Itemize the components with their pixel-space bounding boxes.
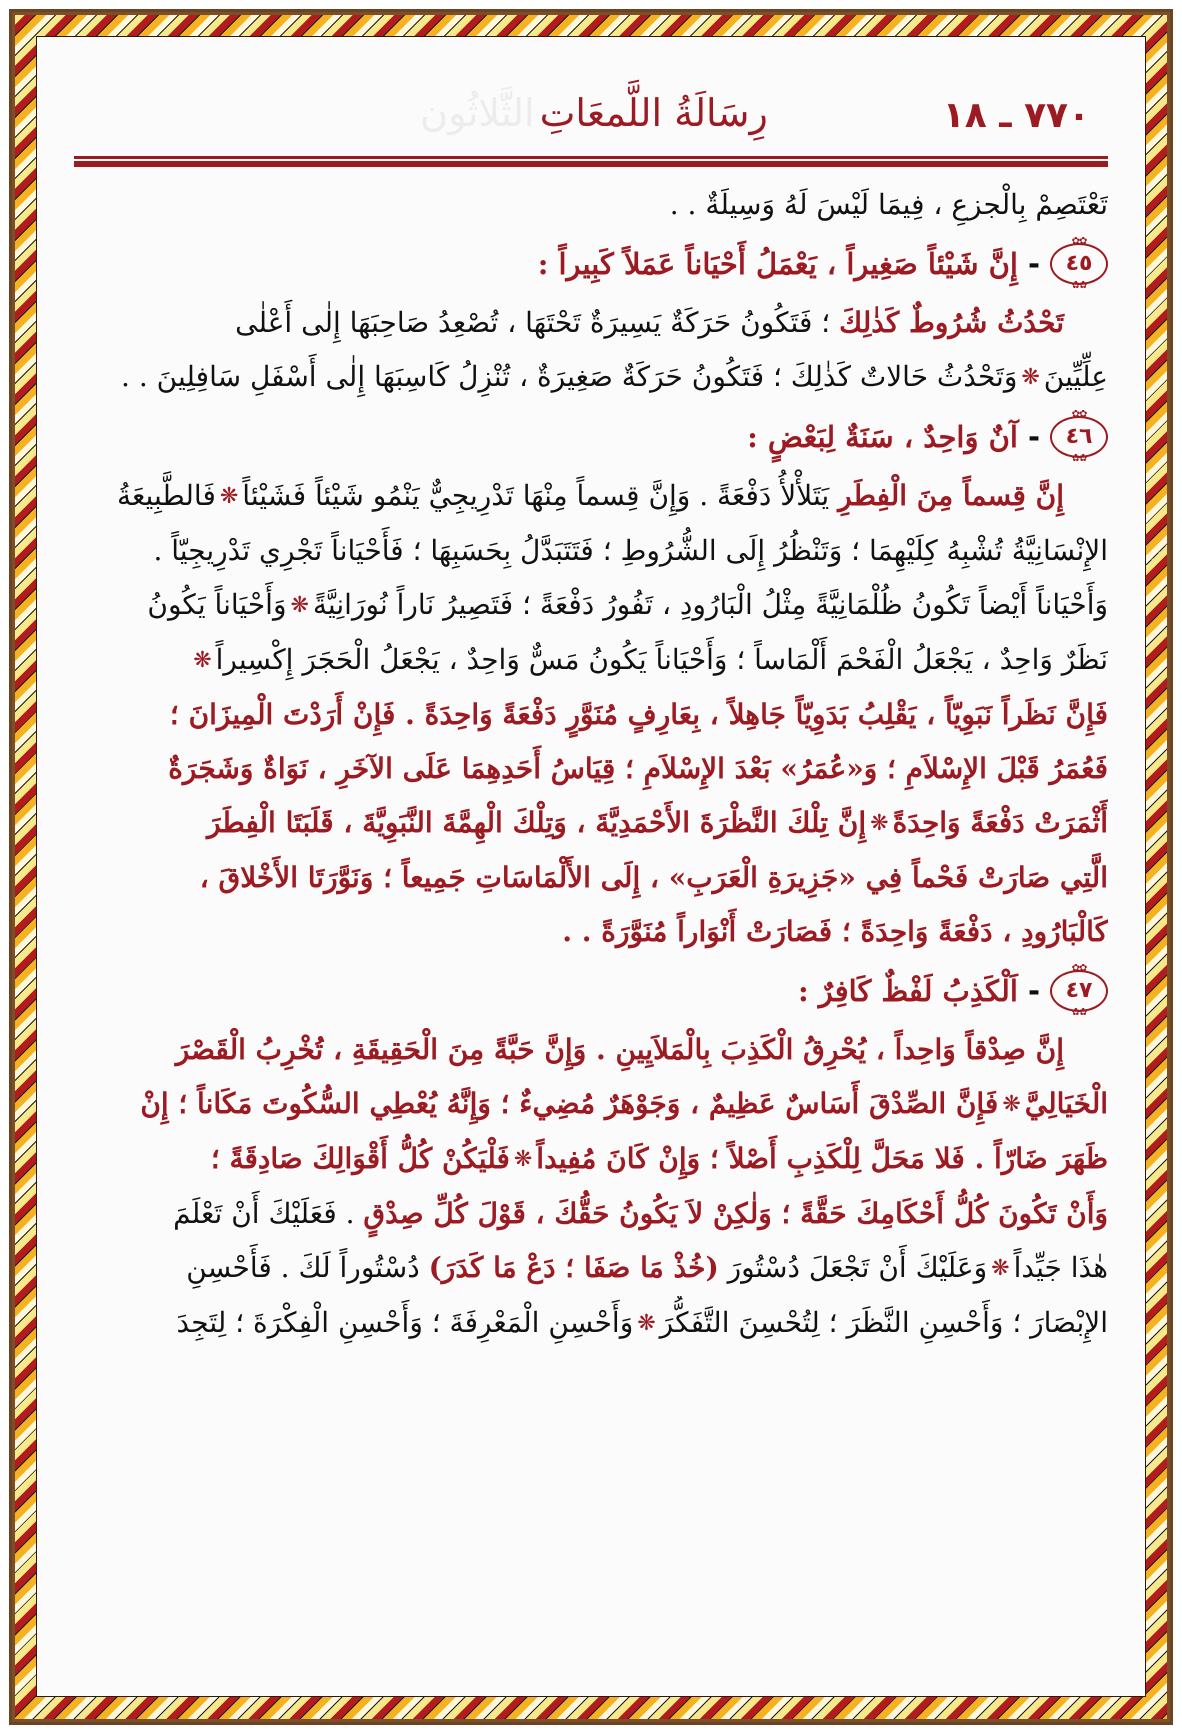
header-rule (74, 156, 1108, 168)
running-title-wrap (74, 91, 1108, 135)
page-header (74, 91, 1108, 153)
paragraph-line-emphasis (74, 1132, 1108, 1187)
paragraph-line (74, 633, 1108, 688)
page-number: ٧٧٠ ـ ١٨ (942, 95, 1090, 136)
section-number-badge: ✿✿ ٤٥ ✿✿ (1050, 243, 1108, 285)
paragraph-line (74, 296, 1108, 350)
body-text: نَظَرٌ وَاحِدٌ ، يَجْعَلُ الْفَحْمَ أَلْمَاساً ؛ وَأَحْيَاناً يَكُونُ مَسٌّ وَاحِدٌ ، يَجْعَلُ الْحَجَرَ إِكْسِيراً (215, 643, 1108, 676)
paragraph-line (74, 1187, 1108, 1241)
section-title: اَلْكَذِبُ لَفْظٌ كَافِرٌ : (797, 974, 1018, 1008)
section-title: إِنَّ شَيْئاً صَغِيراً ، يَعْمَلُ أَحْيَاناً عَمَلاً كَبِيراً : (537, 247, 1018, 281)
paragraph-line: الإِنْسَانِيَّةُ تُشْبِهُ كِلَيْهِمَا ؛ وَتَنْظُرُ إِلَى الشُّرُوطِ ؛ فَتَتَبَدَّلُ بِحَسَبِهَا ؛ فَأَحْيَاناً تَجْرِي تَدْرِيجِيّاً . (153, 534, 1108, 567)
emphasis-text: أَثْمَرَتْ دَفْعَةً وَاحِدَةً (892, 806, 1108, 839)
emphasis-text: فَإِنَّ الصِّدْقَ أَسَاسٌ عَظِيمٌ ، وَجَوْهَرٌ مُضِيءٌ ؛ وَإِنَّهُ يُعْطِي السُّكُوتَ مَكَاناً ؛ إِنْ (140, 1087, 999, 1120)
running-title-ghost: الثَّلاثُون (420, 91, 535, 135)
paragraph-line-emphasis: إِنَّ صِدْقاً وَاحِداً ، يُحْرِقُ الْكَذِبَ بِالْمَلاَيِينِ . وَإِنَّ حَبَّةً مِنَ الْحَقِيقَةِ ، تُخْرِبُ الْقَصْرَ (175, 1033, 1064, 1066)
body-text: وَأَحْيَاناً أَيْضاً تَكُونُ ظُلْمَانِيَّةً مِثْلُ الْبَارُودِ ، تَفُورُ دَفْعَةً ؛ فَتَصِيرُ نَاراً نُورَانِيَّةً (312, 588, 1108, 621)
section-title: آنٌ وَاحِدٌ ، سَنَةٌ لِبَعْضٍ : (747, 420, 1018, 454)
flower-separator-icon: ❋ (991, 1256, 1010, 1281)
body-text: . فَعَلَيْكَ أَنْ تَعْلَمَ (173, 1197, 364, 1230)
flower-separator-icon: ❋ (1021, 365, 1040, 390)
heading-dash: - (1027, 420, 1040, 454)
paragraph-line-emphasis: فَإِنَّ نَظَراً نَبَوِيّاً ، يَقْلِبُ بَدَوِيّاً جَاهِلاً ، بِعَارِفٍ مُنَوَّرٍ دَفْعَةً وَاحِدَةً . فَإِنْ أَرَدْتَ الْمِيزَانَ ؛ (169, 698, 1108, 731)
body-text: وَعَلَيْكَ أَنْ تَجْعَلَ دُسْتُورَ (727, 1251, 988, 1284)
paragraph-line (74, 578, 1108, 633)
body-text: وَأَحْسِنِ الْمَعْرِفَةَ ؛ وَأَحْسِنِ الْفِكْرَةَ ؛ لِتَجِدَ (176, 1306, 634, 1339)
section-heading-46 (74, 409, 1108, 465)
section-heading-47 (74, 963, 1108, 1019)
emphasis-text: الْخَيَالِيَّ (1024, 1087, 1108, 1120)
page-content (74, 178, 1108, 1351)
flower-separator-icon: ❋ (637, 1311, 656, 1336)
flower-separator-icon: ❋ (1002, 1092, 1021, 1117)
emphasis-text: إِنَّ تِلْكَ النَّظْرَةَ الأَحْمَدِيَّةَ ، وَتِلْكَ الْهِمَّةَ النَّبَوِيَّةَ ، قَلَبَتَا الْفِطَرَ (206, 806, 867, 839)
body-text: الإِبْصَارَ ؛ وَأَحْسِنِ النَّظَرَ ؛ لِتُحْسِنَ التَّفَكُّرَ (659, 1306, 1108, 1339)
body-text: وَتَحْدُثُ حَالاتٌ كَذٰلِكَ ؛ فَتَكُونُ حَرَكَةٌ صَغِيرَةٌ ، تُنْزِلُ كَاسِبَهَا إِلٰى أَسْفَلِ سَافِلِينَ . . (121, 360, 1018, 393)
emphasis-text: ظَهَرَ ضَارّاً . فَلا مَحَلَّ لِلْكَذِبِ أَصْلاً ؛ وَإِنْ كَانَ مُفِيداً (536, 1142, 1108, 1175)
paragraph-line (74, 1241, 1108, 1296)
emphasis-text: (خُذْ مَا صَفَا ؛ دَعْ مَا كَدَرَ) (428, 1251, 719, 1284)
heading-dash: - (1027, 247, 1040, 281)
body-text: وَأَحْيَاناً يَكُونُ (147, 588, 287, 621)
paragraph-line-emphasis: فَعُمَرُ قَبْلَ الإِسْلاَمِ ؛ وَ«عُمَرُ» بَعْدَ الإِسْلاَمِ ؛ قِيَاسُ أَحَدِهِمَا عَلَى الآخَرِ ، نَوَاةٌ وَشَجَرَةٌ (168, 752, 1108, 785)
body-text: ؛ فَتَكُونُ حَرَكَةٌ يَسِيرَةٌ تَحْتَهَا ، تُصْعِدُ صَاحِبَهَا إِلٰى أَعْلٰى (235, 306, 840, 339)
body-text: عِلِّيِّينَ (1043, 360, 1108, 393)
paragraph-line (74, 1296, 1108, 1351)
emphasis-text: وَأَنْ تَكُونَ كُلُّ أَحْكَامِكَ حَقَّةً ؛ وَلٰكِنْ لاَ يَكُونُ حَقُّكَ ، قَوْلَ كُلِّ صِدْقٍ (363, 1197, 1108, 1230)
flower-separator-icon: ❋ (219, 484, 239, 509)
paragraph-line-emphasis: الَّتِي صَارَتْ فَحْماً فِي «جَزِيرَةِ الْعَرَبِ» ، إِلَى الأَلْمَاسَاتِ جَمِيعاً ؛ وَنَوَّرَتَا الأَخْلاقَ ، (199, 861, 1108, 894)
paragraph-line (74, 469, 1108, 524)
paragraph-line-emphasis (74, 1077, 1108, 1132)
paragraph-line-emphasis (74, 796, 1108, 851)
section-number-badge: ✿✿ ٤٧ ✿✿ (1050, 970, 1108, 1012)
emphasis-text: فَلْيَكُنْ كُلُّ أَقْوَالِكَ صَادِقَةً ؛ (210, 1142, 510, 1175)
heading-dash: - (1027, 974, 1040, 1008)
paragraph-line (74, 350, 1108, 405)
body-text: فَالطَّبِيعَةُ (117, 479, 216, 512)
section-heading-45 (74, 236, 1108, 292)
flower-separator-icon: ❋ (193, 648, 212, 673)
flower-separator-icon: ❋ (513, 1147, 533, 1172)
flower-separator-icon: ❋ (290, 593, 309, 618)
emphasis-text: تَحْدُثُ شُرُوطٌ كَذٰلِكَ (839, 306, 1064, 339)
running-title: رِسَالَةُ اللَّمعَاتِ (539, 91, 768, 135)
paragraph-line-emphasis: كَالْبَارُودِ ، دَفْعَةً وَاحِدَةً ؛ فَصَارَتْ أَنْوَاراً مُنَوَّرَةً . . (562, 915, 1108, 948)
body-text: دُسْتُوراً لَكَ . فَأَحْسِنِ (186, 1251, 429, 1284)
section-number-badge: ✿✿ ٤٦ ✿✿ (1050, 416, 1108, 458)
body-text: يَتَلأْلأُ دَفْعَةً . وَإِنَّ قِسماً مِنْهَا تَدْرِيجِيٌّ يَنْمُو شَيْئاً فَشَيْئاً (242, 479, 839, 512)
flower-separator-icon: ❋ (870, 811, 889, 836)
emphasis-text: إِنَّ قِسماً مِنَ الْفِطَرِ (838, 479, 1064, 512)
body-text: هٰذَا جَيِّداً (1013, 1251, 1108, 1284)
intro-line: تَعْتَصِمْ بِالْجزعِ ، فِيمَا لَيْسَ لَهُ وَسِيلَةٌ . . (669, 188, 1108, 221)
